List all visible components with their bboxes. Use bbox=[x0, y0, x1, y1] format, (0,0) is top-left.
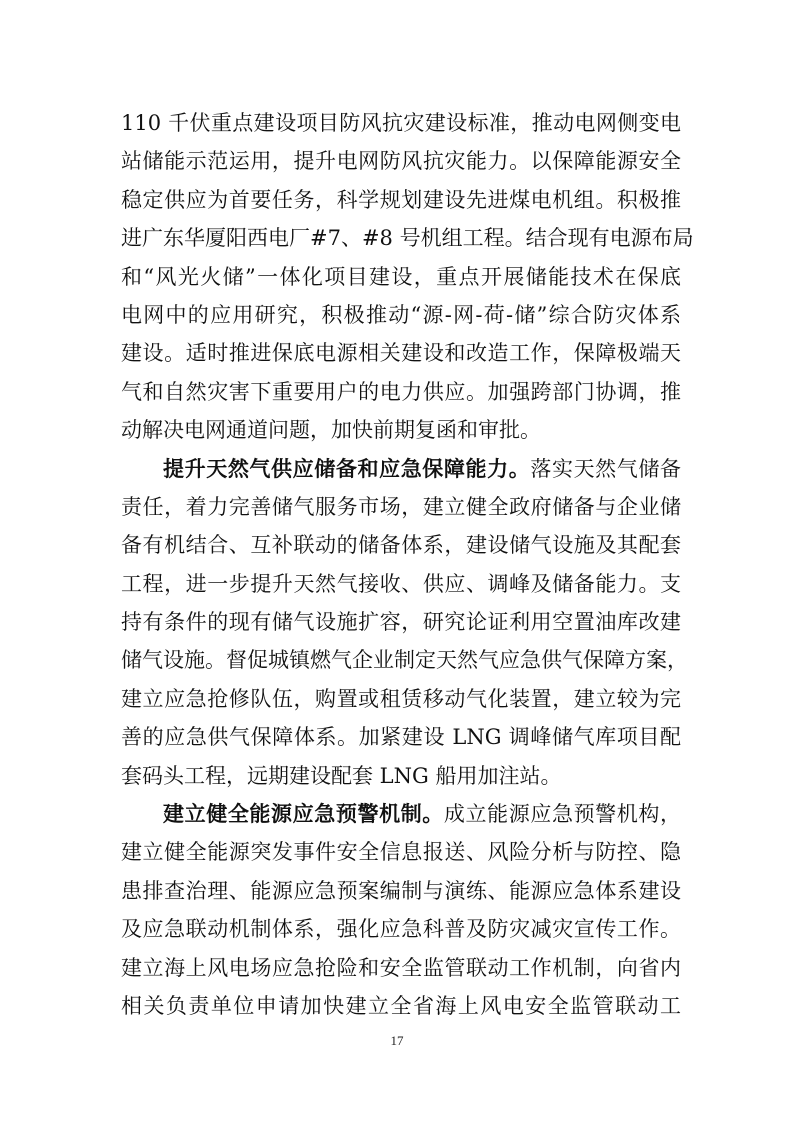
text-line bbox=[121, 450, 681, 488]
line-text: 成立能源应急预警机构， bbox=[443, 802, 682, 827]
text-line: 气和自然灾害下重要用户的电力供应。加强跨部门协调，推 bbox=[121, 379, 681, 404]
text-line: 责任，着力完善储气服务市场，建立健全政府储备与企业储 bbox=[121, 494, 681, 519]
text-line: 建立应急抢修队伍，购置或租赁移动气化装置，建立较为完 bbox=[121, 686, 681, 711]
text-line: 建设。适时推进保底电源相关建设和改造工作，保障极端天 bbox=[121, 341, 681, 366]
text-line: 电网中的应用研究，积极推动“源-网-荷-储”综合防灾体系 bbox=[121, 302, 681, 327]
text-line: 和“风光火储”一体化项目建设，重点开展储能技术在保底 bbox=[121, 264, 681, 289]
text-line: 110 千伏重点建设项目防风抗灾建设标准，推动电网侧变电 bbox=[121, 111, 681, 135]
paragraph-power-grid bbox=[121, 104, 694, 450]
text-line: 站储能示范运用，提升电网防风抗灾能力。以保障能源安全 bbox=[121, 149, 681, 174]
paragraph-natural-gas bbox=[121, 450, 688, 796]
text-line: 备有机结合、互补联动的储备体系，建设储气设施及其配套 bbox=[121, 533, 681, 558]
text-line: 善的应急供气保障体系。加紧建设 LNG 调峰储气库项目配 bbox=[121, 725, 681, 750]
text-line: 进广东华厦阳西电厂#7、#8 号机组工程。结合现有电源布局 bbox=[121, 226, 694, 251]
text-line: 稳定供应为首要任务，科学规划建设先进煤电机组。积极推 bbox=[121, 187, 681, 212]
paragraph-lead-heading: 提升天然气供应储备和应急保障能力。 bbox=[163, 455, 531, 481]
text-line: 建立海上风电场应急抢险和安全监管联动工作机制，向省内 bbox=[121, 955, 681, 980]
text-line: 动解决电网通道问题，加快前期复函和审批。 bbox=[121, 418, 541, 443]
paragraph-emergency-warning bbox=[121, 795, 681, 1025]
document-body bbox=[121, 104, 694, 1025]
text-line: 工程，进一步提升天然气接收、供应、调峰及储备能力。支 bbox=[121, 571, 681, 596]
text-line: 患排查治理、能源应急预案编制与演练、能源应急体系建设 bbox=[121, 878, 681, 903]
text-line: 及应急联动机制体系，强化应急科普及防灾减灾宣传工作。 bbox=[121, 917, 681, 942]
text-line: 持有条件的现有储气设施扩容，研究论证利用空置油库改建 bbox=[121, 610, 681, 635]
line-text: 落实天然气储备 bbox=[530, 456, 682, 481]
text-line: 储气设施。督促城镇燃气企业制定天然气应急供气保障方案， bbox=[121, 648, 688, 673]
text-line bbox=[121, 795, 681, 833]
page-number: 17 bbox=[390, 1033, 404, 1048]
paragraph-lead-heading: 建立健全能源应急预警机制。 bbox=[163, 801, 444, 827]
text-line: 套码头工程，远期建设配套 LNG 船用加注站。 bbox=[121, 763, 562, 788]
text-line: 建立健全能源突发事件安全信息报送、风险分析与防控、隐 bbox=[121, 840, 681, 865]
text-line: 相关负责单位申请加快建立全省海上风电安全监管联动工 bbox=[121, 993, 681, 1018]
